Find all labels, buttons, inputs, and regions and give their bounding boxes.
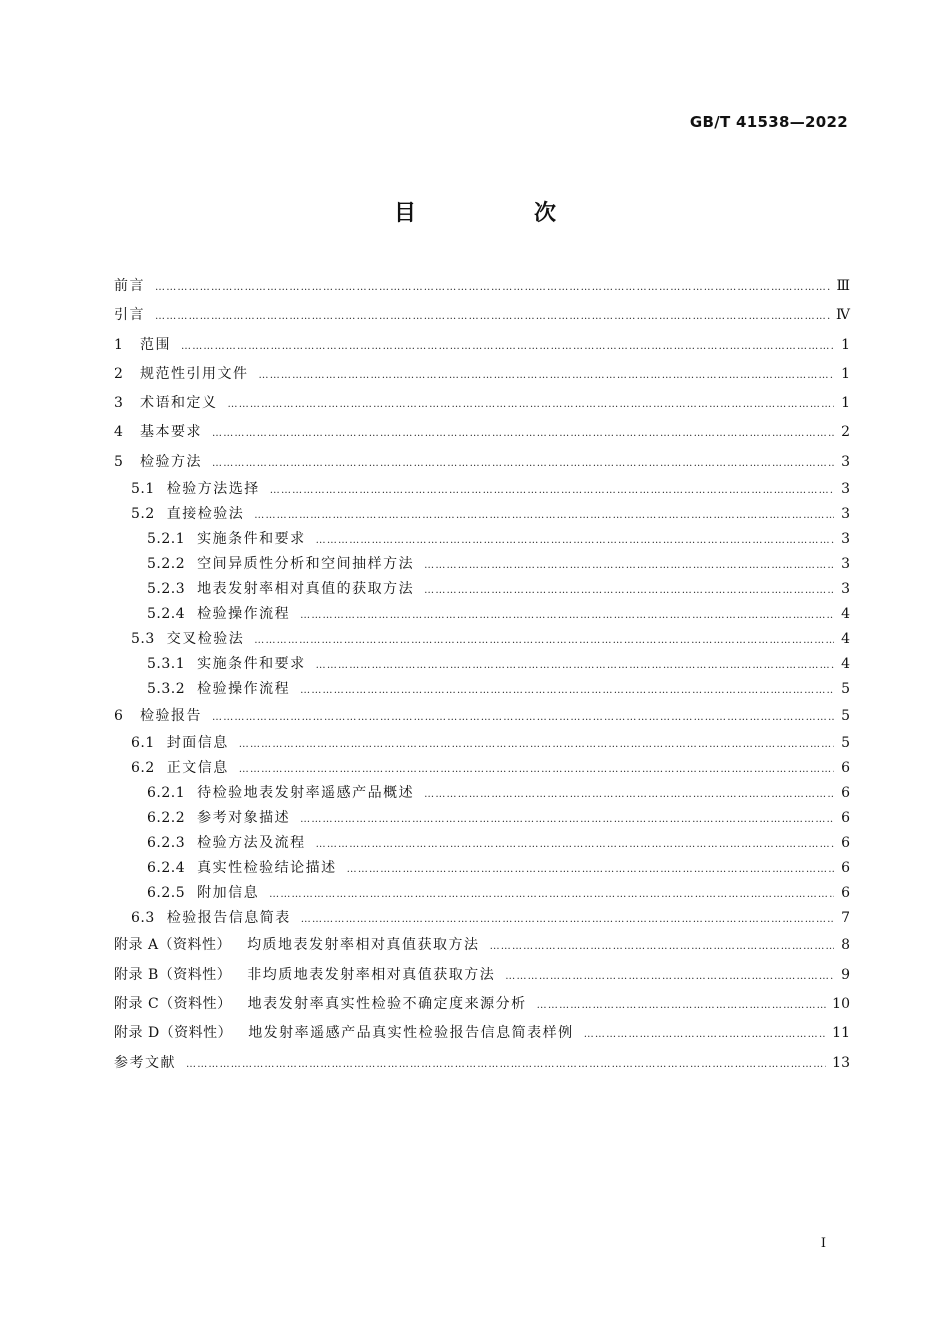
toc-entry-label: 参考文献: [114, 1054, 176, 1071]
toc-entry[interactable]: [114, 602, 850, 627]
dot-leader: [212, 419, 834, 448]
toc-entry-page: 13: [832, 1054, 850, 1071]
toc-entry-page: 6: [841, 760, 850, 777]
toc-entry-label: 规范性引用文件: [140, 365, 249, 382]
toc-entry-number: 6.2.3: [147, 835, 186, 852]
dot-leader: [155, 273, 830, 302]
dot-leader: [505, 962, 834, 991]
toc-entry-page: 3: [841, 556, 850, 573]
toc-entry[interactable]: [114, 527, 850, 552]
toc-entry-number: 5.2: [131, 506, 155, 523]
dot-leader: [300, 678, 834, 703]
toc-entry-label: 检验方法及流程: [197, 835, 306, 852]
toc-entry-label: 参考对象描述: [197, 810, 291, 827]
toc-entry-page: 5: [841, 735, 850, 752]
toc-entry[interactable]: [114, 702, 850, 731]
toc-entry[interactable]: [114, 961, 850, 990]
toc-entry-label: 非均质地表发射率相对真值获取方法: [247, 966, 496, 983]
dot-leader: [254, 503, 834, 528]
toc-entry-label: 实施条件和要求: [197, 656, 306, 673]
toc-entry-page: 3: [841, 481, 850, 498]
toc-entry-page: 6: [841, 835, 850, 852]
toc-entry-label: 直接检验法: [166, 506, 245, 523]
dot-leader: [301, 907, 834, 932]
dot-leader: [300, 807, 834, 832]
toc-entry-label: 检验方法选择: [166, 481, 260, 498]
toc-entry-label: 检验报告信息简表: [166, 910, 291, 927]
standard-code: GB/T 41538—2022: [689, 113, 848, 131]
toc-entry-number: 6.2.4: [147, 860, 186, 877]
toc-entry[interactable]: [114, 652, 850, 677]
toc-entry-page: 6: [841, 885, 850, 902]
toc-entry[interactable]: [114, 806, 850, 831]
toc-entry-number: 5.3: [131, 631, 155, 648]
dot-leader: [155, 302, 830, 331]
toc-entry[interactable]: [114, 552, 850, 577]
toc-entry-page: 4: [841, 631, 850, 648]
toc-entry-label: 术语和定义: [140, 395, 218, 412]
toc-entry-number: 4: [114, 424, 124, 441]
toc-entry[interactable]: [114, 781, 850, 806]
toc-entry-label: 均质地表发射率相对真值获取方法: [247, 937, 480, 954]
dot-leader: [537, 991, 827, 1020]
toc-entry-page: 3: [841, 531, 850, 548]
toc-entry[interactable]: [114, 756, 850, 781]
toc-entry-page: 6: [841, 785, 850, 802]
toc-entry-label: 实施条件和要求: [197, 531, 306, 548]
toc-entry-label: 地表发射率相对真值的获取方法: [197, 581, 415, 598]
toc-entry[interactable]: [114, 1019, 850, 1048]
dot-leader: [270, 478, 834, 503]
toc-entry-number: 1: [114, 336, 124, 353]
dot-leader: [181, 332, 834, 361]
toc-entry-page: 6: [841, 810, 850, 827]
toc-entry[interactable]: [114, 331, 850, 360]
dot-leader: [228, 390, 835, 419]
toc-entry-number: 3: [114, 395, 124, 412]
toc-entry-number: 5.2.3: [147, 581, 186, 598]
toc-entry-label: 检验方法: [140, 453, 202, 470]
footer-page-number: I: [820, 1236, 826, 1251]
dot-leader: [424, 578, 834, 603]
toc-entry-page: 2: [841, 424, 850, 441]
toc-entry-page: 9: [841, 966, 850, 983]
toc-entry-page: 7: [841, 910, 850, 927]
toc-entry-label: 引言: [114, 307, 145, 324]
toc-entry-label: 检验操作流程: [197, 681, 291, 698]
toc-entry-label: 检验报告: [140, 708, 202, 725]
toc-entry-number: 附录 D（资料性）: [114, 1025, 233, 1042]
toc-entry-label: 附加信息: [197, 885, 260, 902]
dot-leader: [490, 932, 834, 961]
toc-entry-label: 正文信息: [166, 760, 229, 777]
toc-entry-page: 3: [841, 581, 850, 598]
toc-entry-label: 封面信息: [166, 735, 229, 752]
toc-entry-number: 附录 A（资料性）: [114, 937, 232, 954]
toc-entry-number: 2: [114, 365, 124, 382]
toc-entry[interactable]: [114, 906, 850, 931]
toc-entry-page: 6: [841, 860, 850, 877]
toc-entry-label: 地表发射率真实性检验不确定度来源分析: [247, 995, 527, 1012]
dot-leader: [269, 882, 834, 907]
toc-entry-number: 5.2.1: [147, 531, 186, 548]
toc-entry-label: 地发射率遥感产品真实性检验报告信息简表样例: [248, 1025, 574, 1042]
toc-entry[interactable]: [114, 502, 850, 527]
toc-entry[interactable]: [114, 389, 850, 418]
toc-entry-label: 交叉检验法: [166, 631, 245, 648]
toc-entry[interactable]: [114, 931, 850, 960]
toc-entry-number: 附录 B（资料性）: [114, 966, 232, 983]
dot-leader: [316, 653, 834, 678]
toc-entry[interactable]: [114, 1049, 850, 1078]
dot-leader: [239, 732, 834, 757]
toc-entry-page: 11: [832, 1025, 850, 1042]
toc-entry-page: 8: [841, 937, 850, 954]
toc-entry-number: 5.2.4: [147, 606, 186, 623]
toc-entry-page: Ⅲ: [836, 278, 850, 294]
toc-entry-page: 3: [841, 453, 850, 470]
toc-entry[interactable]: [114, 418, 850, 447]
toc-entry[interactable]: [114, 577, 850, 602]
toc-entry[interactable]: [114, 627, 850, 652]
toc-entry-number: 附录 C（资料性）: [114, 995, 232, 1012]
toc-entry-label: 真实性检验结论描述: [197, 860, 337, 877]
toc-entry-page: 1: [841, 336, 850, 353]
toc-entry[interactable]: [114, 731, 850, 756]
toc-entry[interactable]: [114, 990, 850, 1019]
toc-entry-page: 10: [832, 995, 850, 1012]
toc-entry[interactable]: [114, 677, 850, 702]
toc-entry-label: 待检验地表发射率遥感产品概述: [197, 785, 415, 802]
toc-entry-label: 空间异质性分析和空间抽样方法: [197, 556, 415, 573]
toc-entry-number: 6.2: [131, 760, 155, 777]
toc-entry-page: 4: [841, 606, 850, 623]
toc-entry-page: 5: [841, 708, 850, 725]
toc-entry-number: 5: [114, 453, 124, 470]
toc-entry-label: 检验操作流程: [197, 606, 291, 623]
toc-entry-page: 4: [841, 656, 850, 673]
toc-entry-number: 6.2.1: [147, 785, 186, 802]
dot-leader: [186, 1050, 826, 1079]
table-of-contents: [114, 272, 850, 1078]
toc-entry-page: 1: [841, 365, 850, 382]
toc-entry-label: 前言: [114, 278, 145, 294]
toc-entry[interactable]: [114, 301, 850, 330]
toc-entry[interactable]: [114, 272, 850, 301]
toc-entry-page: 1: [841, 395, 850, 412]
toc-entry-number: 5.2.2: [147, 556, 186, 573]
toc-entry-number: 5.1: [131, 481, 155, 498]
toc-entry-number: 6: [114, 708, 124, 725]
toc-entry[interactable]: [114, 477, 850, 502]
toc-entry-page: Ⅳ: [836, 307, 850, 324]
toc-entry-number: 5.3.2: [147, 681, 186, 698]
toc-entry[interactable]: [114, 881, 850, 906]
dot-leader: [300, 603, 834, 628]
dot-leader: [212, 703, 834, 732]
page-title: 目 次: [393, 201, 604, 226]
dot-leader: [239, 757, 834, 782]
dot-leader: [584, 1020, 826, 1049]
toc-entry[interactable]: [114, 831, 850, 856]
toc-entry[interactable]: [114, 856, 850, 881]
toc-entry-number: 6.2.2: [147, 810, 186, 827]
dot-leader: [424, 782, 834, 807]
toc-entry-number: 6.3: [131, 910, 155, 927]
toc-entry-label: 范围: [140, 336, 171, 353]
toc-entry-number: 5.3.1: [147, 656, 186, 673]
toc-entry[interactable]: [114, 360, 850, 389]
toc-entry-page: 5: [841, 681, 850, 698]
dot-leader: [316, 832, 834, 857]
dot-leader: [259, 361, 835, 390]
dot-leader: [254, 628, 834, 653]
dot-leader: [347, 857, 834, 882]
toc-entry-page: 3: [841, 506, 850, 523]
toc-entry-number: 6.1: [131, 735, 155, 752]
dot-leader: [316, 528, 834, 553]
dot-leader: [424, 553, 834, 578]
dot-leader: [212, 449, 834, 478]
toc-entry[interactable]: [114, 448, 850, 477]
toc-entry-label: 基本要求: [140, 424, 202, 441]
toc-entry-number: 6.2.5: [147, 885, 186, 902]
